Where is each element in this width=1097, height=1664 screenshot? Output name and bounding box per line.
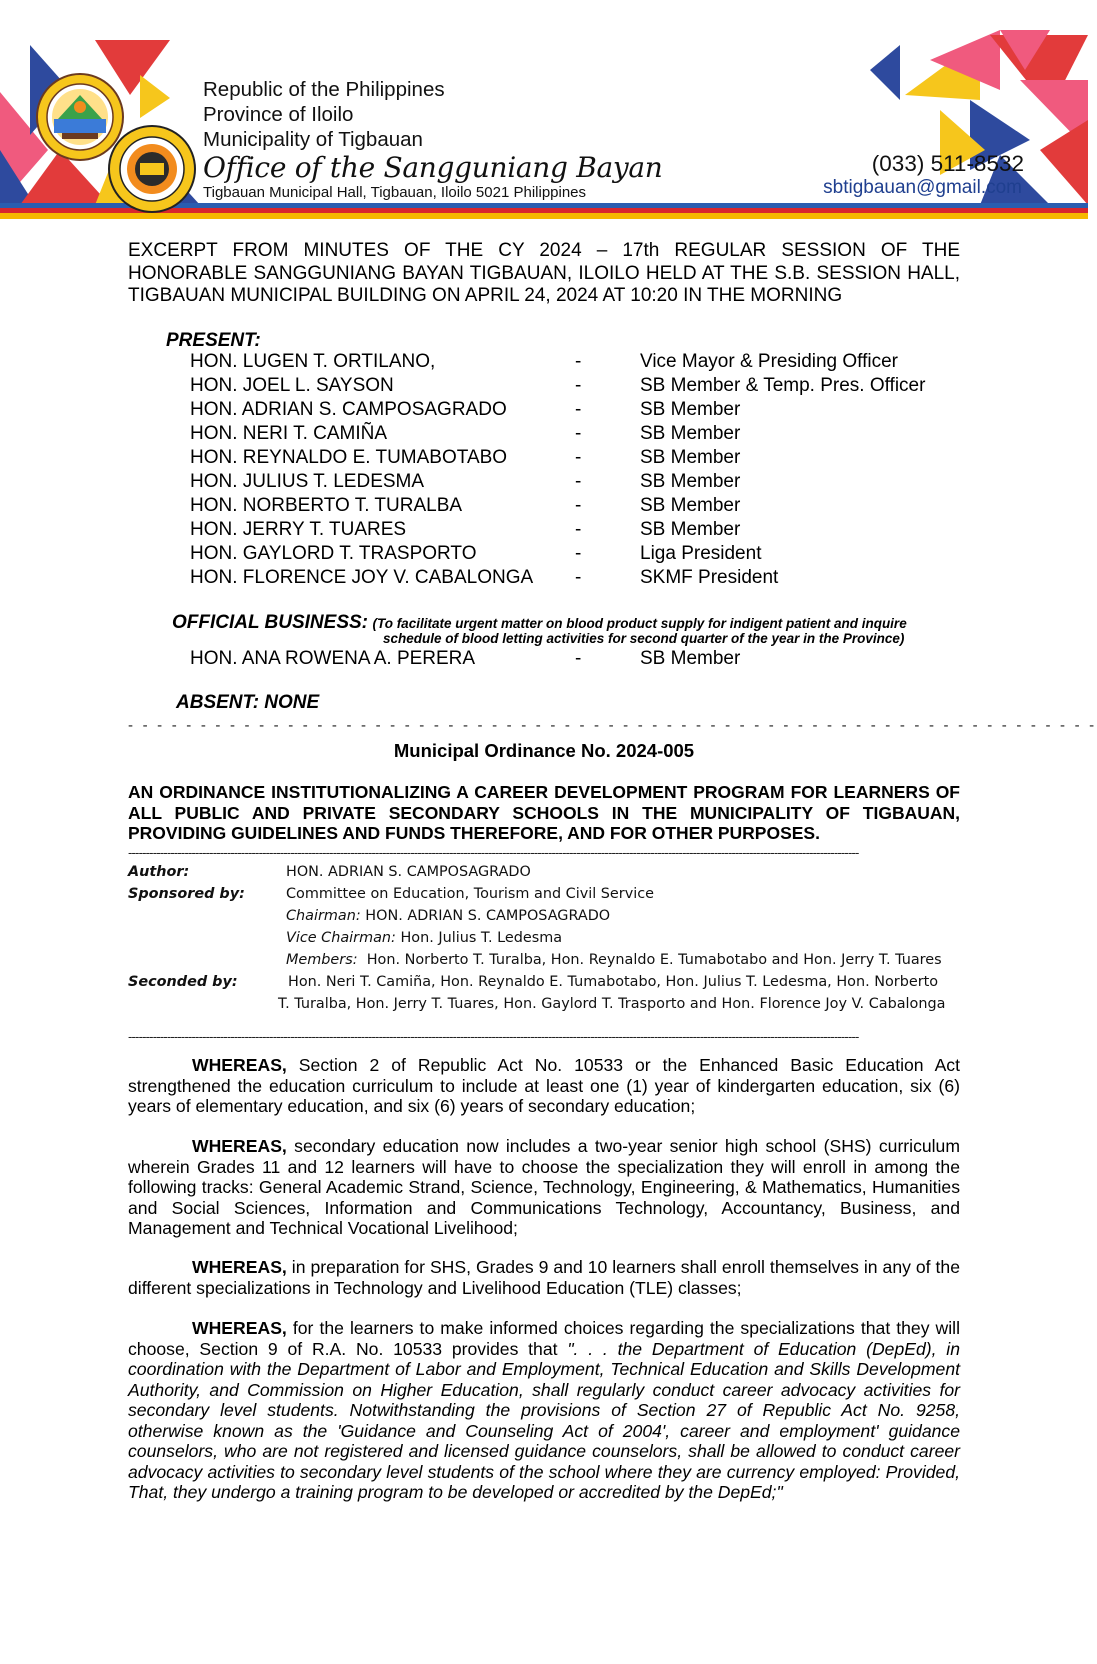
member-name: HON. JOEL L. SAYSON bbox=[190, 375, 394, 396]
whereas-clause-3 bbox=[128, 1257, 960, 1298]
seconded-label: Seconded by: bbox=[128, 974, 238, 990]
member-position: SB Member bbox=[640, 447, 741, 468]
whereas-text: secondary education now includes a two-year senior high school (SHS) curriculum wherein Grades 11 and 12 learners will have to choose the specialization they will enroll in among the following tracks: General Academic Strand, Science, Technology, Engineering, & Mathematics, Humanities and Social Sciences, Information and Communications Technology, Accountancy, Business, and Management and Technical Vocational Livelihood; bbox=[128, 1136, 960, 1238]
whereas-clause-1 bbox=[128, 1055, 960, 1117]
member-position: SB Member bbox=[640, 495, 741, 516]
whereas-lead: WHEREAS, bbox=[192, 1318, 287, 1338]
ordinance-title: AN ORDINANCE INSTITUTIONALIZING A CAREER DEVELOPMENT PROGRAM FOR LEARNERS OF ALL PUBLIC AND PRIVATE SECONDARY SCHOOLS IN THE MUNICIPALITY OF TIGBAUAN, PROVIDING GUIDELINES AND FUNDS THEREFORE, AND FOR OTHER PURPOSES. bbox=[128, 782, 960, 843]
present-label: PRESENT: bbox=[166, 330, 261, 351]
whereas-text: in preparation for SHS, Grades 9 and 10 learners shall enroll themselves in any of the different specializations in Technology and Livelihood Education (TLE) classes; bbox=[128, 1257, 960, 1298]
republic-line: Republic of the Philippines bbox=[203, 78, 445, 101]
roster-row: HON. FLORENCE JOY V. CABALONGA - SKMF President bbox=[190, 567, 779, 588]
roster-row: HON. NORBERTO T. TURALBA - SB Member bbox=[190, 495, 741, 516]
municipality-of-tigbauan-seal-icon bbox=[36, 73, 124, 161]
member-position: SB Member bbox=[640, 423, 741, 444]
member-name: HON. ANA ROWENA A. PERERA bbox=[190, 648, 476, 669]
member-name: HON. LUGEN T. ORTILANO, bbox=[190, 351, 436, 372]
roster-row: HON. JERRY T. TUARES - SB Member bbox=[190, 519, 741, 540]
letterhead bbox=[0, 0, 1088, 225]
roster-row: HON. ANA ROWENA A. PERERA - SB Member bbox=[190, 648, 741, 669]
whereas-clause-4 bbox=[128, 1318, 960, 1503]
official-business-label: OFFICIAL BUSINESS: bbox=[172, 612, 368, 633]
roster-row: HON. REYNALDO E. TUMABOTABO - SB Member bbox=[190, 447, 741, 468]
absent-label: ABSENT: NONE bbox=[176, 692, 320, 713]
whereas-lead: WHEREAS, bbox=[192, 1055, 287, 1075]
letterhead-text bbox=[203, 77, 663, 201]
member-position: SB Member bbox=[640, 471, 741, 492]
province-line: Province of Iloilo bbox=[203, 103, 354, 126]
member-name: HON. ADRIAN S. CAMPOSAGRADO bbox=[190, 399, 507, 420]
whereas-text: Section 2 of Republic Act No. 10533 or the Enhanced Basic Education Act strengthened the education curriculum to include at least one (1) year of kindergarten education, six (6) years of elementary education, and six (6) years of secondary education; bbox=[128, 1055, 960, 1116]
chairman-line bbox=[286, 906, 610, 928]
seconded-line-2: T. Turalba, Hon. Jerry T. Tuares, Hon. Gaylord T. Trasporto and Hon. Florence Joy V. Cabalonga bbox=[278, 996, 946, 1012]
official-business-roster bbox=[190, 647, 960, 671]
sponsor-committee: Committee on Education, Tourism and Civil Service bbox=[286, 886, 654, 902]
member-name: HON. GAYLORD T. TRASPORTO bbox=[190, 543, 477, 564]
whereas-lead: WHEREAS, bbox=[192, 1136, 287, 1156]
roster-row: HON. JULIUS T. LEDESMA - SB Member bbox=[190, 471, 741, 492]
contact-email[interactable]: sbtigbauan@gmail.com bbox=[823, 177, 1022, 198]
official-business-note: (To facilitate urgent matter on blood product supply for indigent patient and inquire bbox=[372, 616, 907, 631]
chairman-label: Chairman: bbox=[286, 908, 361, 924]
contact-phone: (033) 511-8532 bbox=[871, 151, 1024, 176]
member-name: HON. REYNALDO E. TUMABOTABO bbox=[190, 447, 508, 468]
ordinance-number: Municipal Ordinance No. 2024-005 bbox=[393, 740, 695, 761]
roster-row: HON. JOEL L. SAYSON - SB Member & Temp. Pres. Officer bbox=[190, 375, 926, 396]
member-position: Vice Mayor & Presiding Officer bbox=[640, 351, 899, 372]
present-roster bbox=[190, 350, 960, 590]
member-position: Liga President bbox=[640, 543, 762, 564]
official-business-note-cont: schedule of blood letting activities for second quarter of the year in the Province) bbox=[383, 631, 905, 646]
vice-chairman-value: Hon. Julius T. Ledesma bbox=[400, 930, 563, 946]
seconded-line-1: Hon. Neri T. Camiña, Hon. Reynaldo E. Tumabotabo, Hon. Julius T. Ledesma, Hon. Norberto bbox=[288, 974, 939, 990]
member-name: HON. NORBERTO T. TURALBA bbox=[190, 495, 463, 516]
author-value: HON. ADRIAN S. CAMPOSAGRADO bbox=[286, 864, 531, 880]
member-position: SB Member bbox=[640, 519, 741, 540]
hyphen-separator-bottom: --------------------------------------------------------------------------------------------------------------------------------------------------------------------------------------------------------------- bbox=[128, 1029, 859, 1044]
whereas-quote: ". . . the Department of Education (DepEd), in coordination with the Department of Labor and Employment, Technical Education and Skills Development Authority, and Commission on Higher Education, shall regularly conduct career advocacy activities for secondary level students. Notwithstanding the provisions of Section 27 of Republic Act No. 9258, otherwise known as the 'Guidance and Counseling Act of 2004', career and employment' guidance counselors, who are not registered and licensed guidance counselors, shall be allowed to conduct career advocacy activities to secondary level students of the school where they are currency employed: Provided, That, they undergo a training program to be developed or accredited by the DepEd;" bbox=[128, 1338, 960, 1502]
roster-row: HON. LUGEN T. ORTILANO, - Vice Mayor & Presiding Officer bbox=[190, 351, 899, 372]
sangguniang-bayan-tigbauan-seal-icon bbox=[108, 125, 196, 213]
member-position: SB Member bbox=[640, 399, 741, 420]
excerpt-heading: EXCERPT FROM MINUTES OF THE CY 2024 – 17th REGULAR SESSION OF THE HONORABLE SANGGUNIANG BAYAN TIGBAUAN, ILOILO HELD AT THE S.B. SESSION HALL, TIGBAUAN MUNICIPAL BUILDING ON APRIL 24, 2024 AT 10:20 IN THE MORNING bbox=[128, 240, 960, 306]
chairman-value: HON. ADRIAN S. CAMPOSAGRADO bbox=[365, 908, 611, 924]
member-name: HON. JULIUS T. LEDESMA bbox=[190, 471, 425, 492]
vice-chairman-label: Vice Chairman: bbox=[286, 930, 396, 946]
member-position: SB Member & Temp. Pres. Officer bbox=[640, 375, 926, 396]
roster-row: HON. GAYLORD T. TRASPORTO - Liga President bbox=[190, 543, 762, 564]
member-name: HON. NERI T. CAMIÑA bbox=[190, 423, 388, 444]
whereas-lead: WHEREAS, bbox=[192, 1257, 287, 1277]
sponsored-label: Sponsored by: bbox=[128, 886, 245, 902]
whereas-text: for the learners to make informed choices regarding the specializations that they will choose, Section 9 of R.A. No. 10533 provides that bbox=[128, 1318, 960, 1359]
roster-row: HON. NERI T. CAMIÑA - SB Member bbox=[190, 423, 741, 444]
dashed-separator: - - - - - - - - - - - - - - - - - - - - - - - - - - - - - - - - - - - - - - - - - - - - - - - - - - - - - - - - - - - - - - - - - - - bbox=[128, 717, 1097, 734]
members-value: Hon. Norberto T. Turalba, Hon. Reynaldo E. Tumabotabo and Hon. Jerry T. Tuares bbox=[366, 952, 942, 968]
members-label: Members: bbox=[286, 952, 358, 968]
member-name: HON. FLORENCE JOY V. CABALONGA bbox=[190, 567, 534, 588]
excerpt-block bbox=[128, 240, 960, 308]
member-position: SKMF President bbox=[640, 567, 779, 588]
municipality-line: Municipality of Tigbauan bbox=[203, 128, 423, 151]
author-label: Author: bbox=[128, 864, 190, 880]
office-address: Tigbauan Municipal Hall, Tigbauan, Iloilo 5021 Philippines bbox=[203, 184, 587, 201]
office-title: Office of the Sangguniang Bayan bbox=[203, 151, 663, 184]
roster-row: HON. ADRIAN S. CAMPOSAGRADO - SB Member bbox=[190, 399, 741, 420]
members-line bbox=[286, 950, 942, 972]
whereas-clause-2 bbox=[128, 1136, 960, 1239]
hyphen-separator-top: --------------------------------------------------------------------------------------------------------------------------------------------------------------------------------------------------------------- bbox=[128, 845, 859, 860]
vice-chairman-line bbox=[286, 928, 562, 950]
member-position: SB Member bbox=[640, 648, 741, 669]
member-name: HON. JERRY T. TUARES bbox=[190, 519, 407, 540]
ordinance-credits bbox=[128, 862, 962, 1022]
